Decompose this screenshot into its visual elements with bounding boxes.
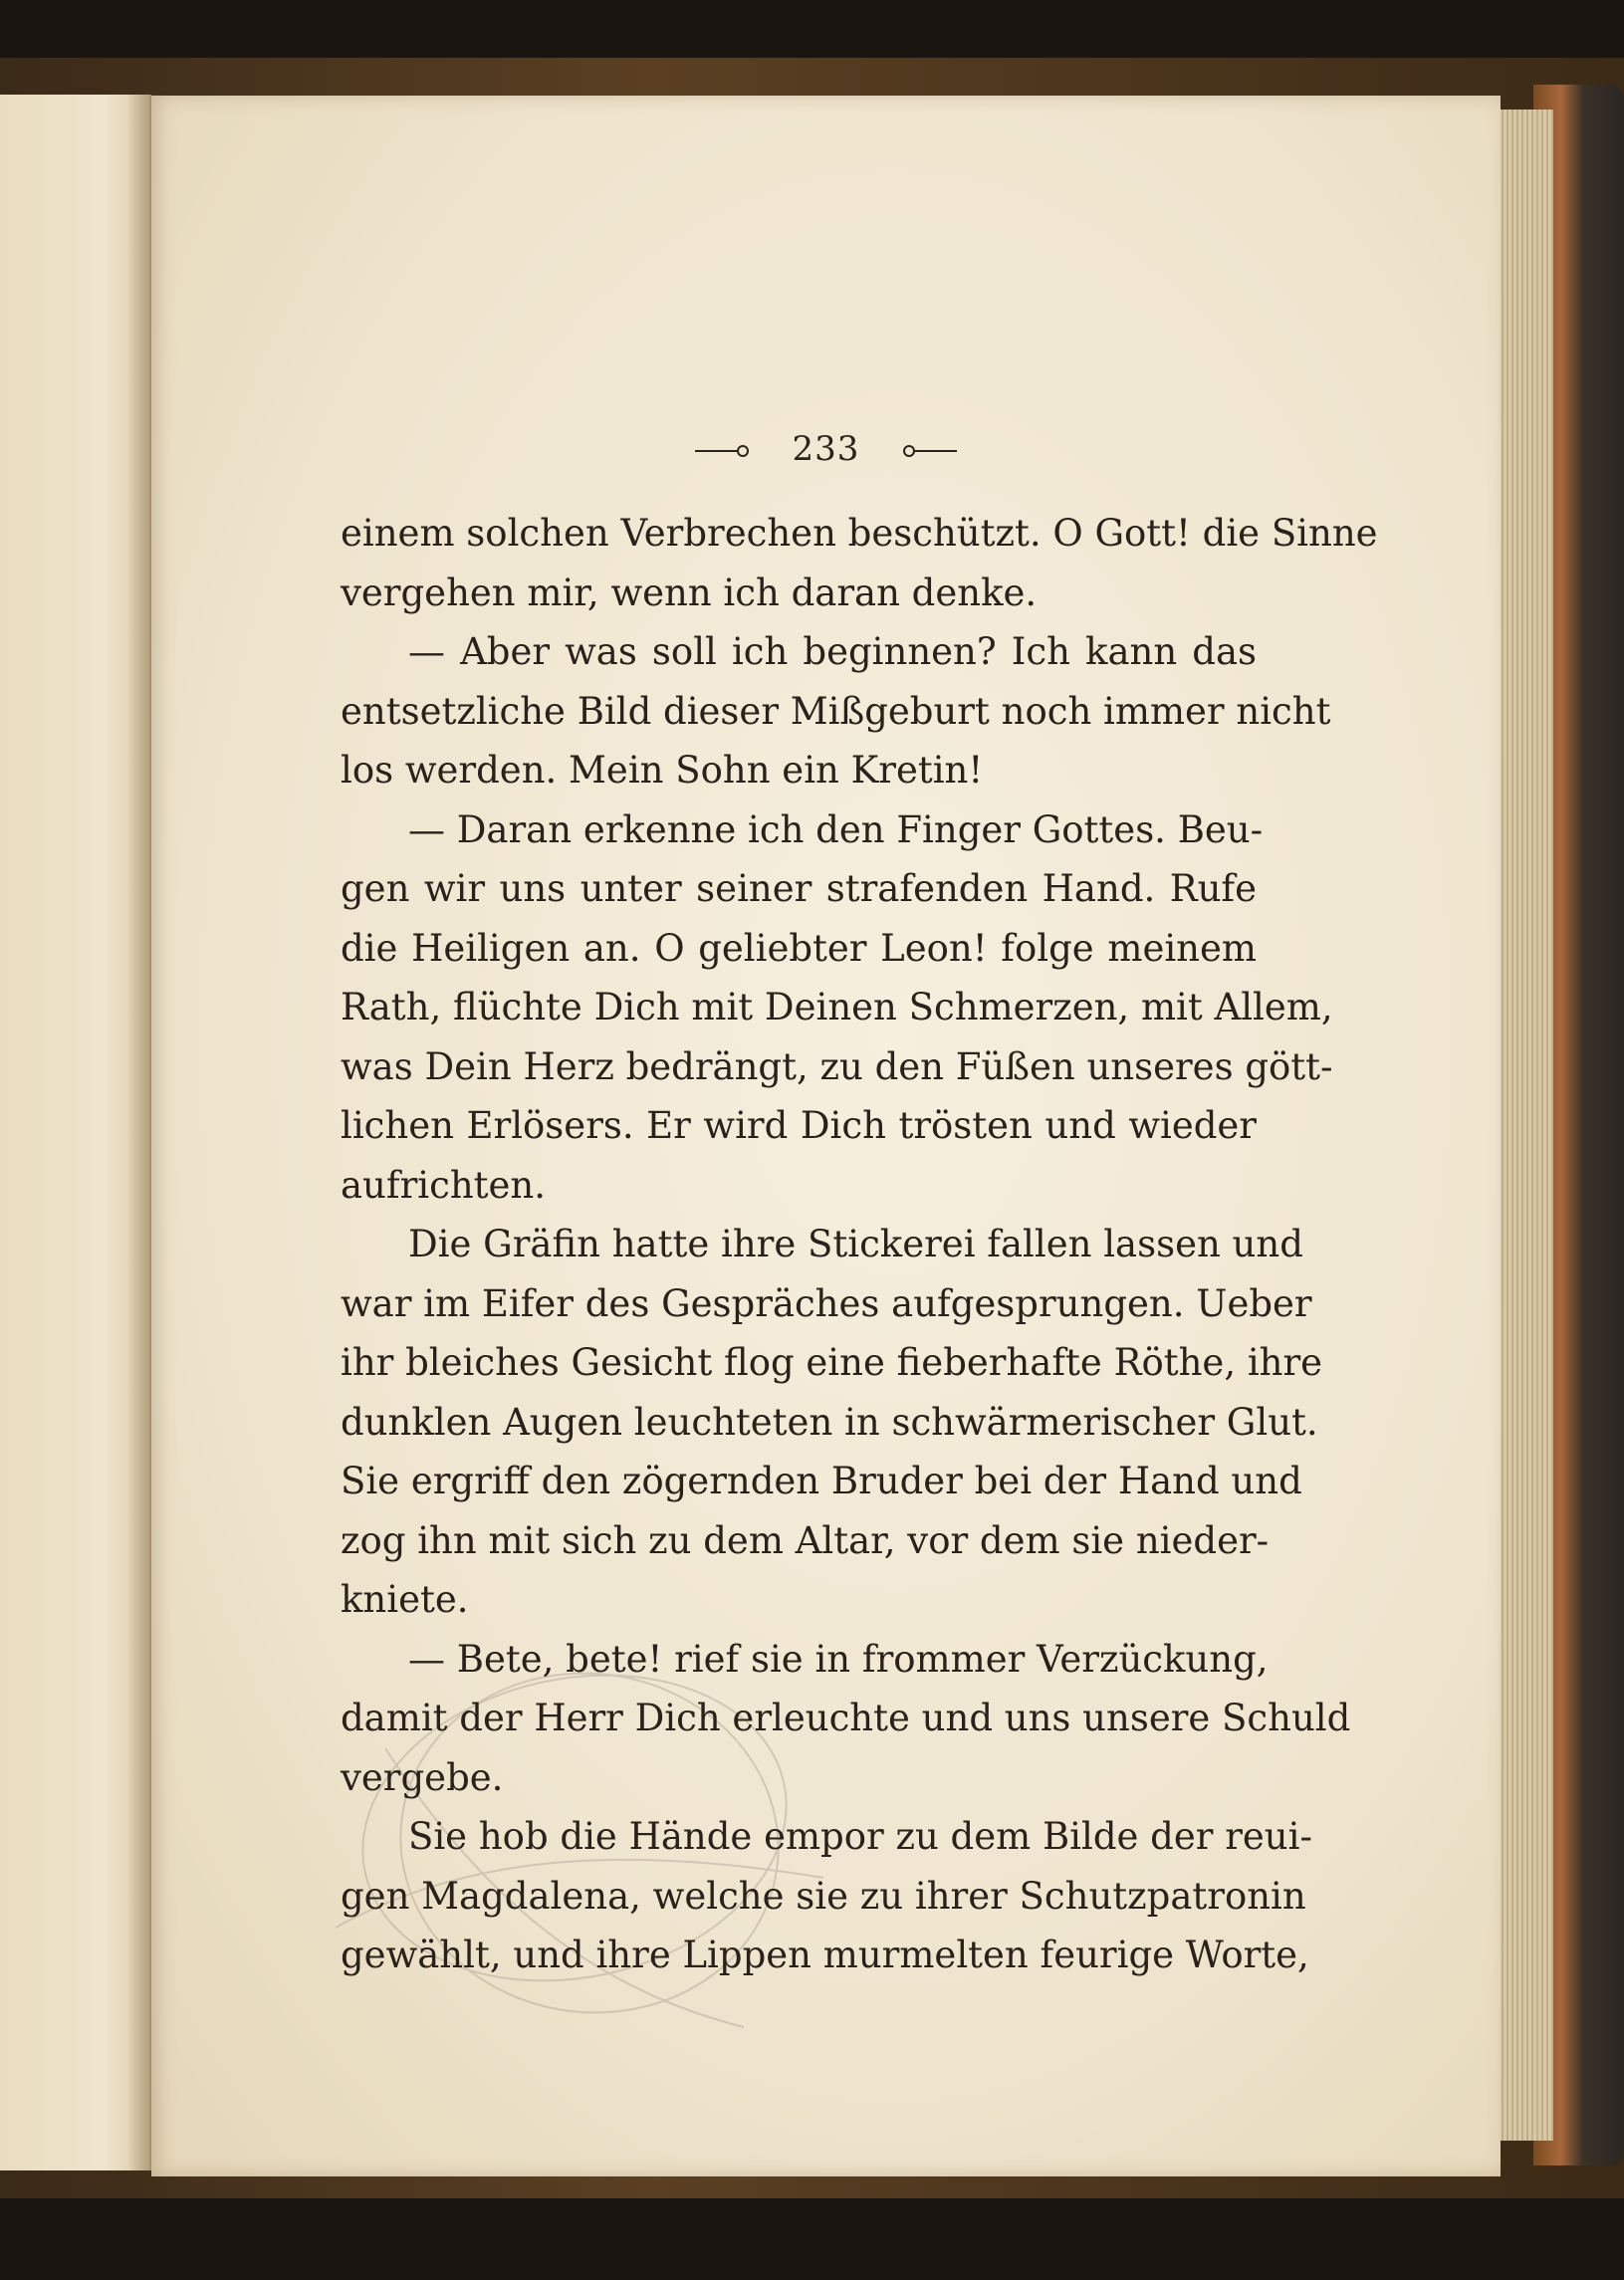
text-line: — Bete, bete! rief sie in frommer Verzückung, xyxy=(408,1637,1269,1681)
text-line: vergehen mir, wenn ich daran denke. xyxy=(341,570,1038,614)
text-line: Rath, flüchte Dich mit Deinen Schmerzen, mit Allem, xyxy=(341,986,1333,1028)
text-line: Sie ergriff den zögernden Bruder bei der Hand und xyxy=(341,1460,1302,1502)
text-line: damit der Herr Dich erleuchte und uns unsere Schuld xyxy=(341,1697,1351,1739)
book-page xyxy=(151,96,1501,2176)
text-line: die Heiligen an. O geliebter Leon! folge meinem xyxy=(341,926,1257,970)
text-line: — Daran erkenne ich den Finger Gottes. Beu- xyxy=(408,807,1264,851)
text-line: — Aber was soll ich beginnen? Ich kann das xyxy=(408,630,1257,673)
text-line: gewählt, und ihre Lippen murmelten feurige Worte, xyxy=(341,1934,1309,1976)
text-line: was Dein Herz bedrängt, zu den Füßen unseres gött- xyxy=(341,1044,1333,1088)
text-line: dunklen Augen leuchteten in schwärmerischer Glut. xyxy=(341,1400,1318,1444)
text-line: los werden. Mein Sohn ein Kretin! xyxy=(341,749,984,792)
body-text xyxy=(341,504,1378,1985)
text-line: lichen Erlösers. Er wird Dich trösten und wieder xyxy=(341,1104,1257,1147)
page-header xyxy=(151,429,1501,469)
text-line: entsetzliche Bild dieser Mißgeburt noch immer nicht xyxy=(341,689,1331,733)
page-stack-edges xyxy=(1494,110,1553,2141)
text-line: vergebe. xyxy=(341,1755,504,1799)
text-line: gen wir uns unter seiner strafenden Hand. Rufe xyxy=(341,867,1257,910)
text-line: aufrichten. xyxy=(341,1163,547,1207)
page-number: 233 xyxy=(792,429,860,469)
text-line: war im Eifer des Gespräches aufgesprungen. Ueber xyxy=(341,1281,1312,1325)
text-line: zog ihn mit sich zu dem Altar, vor dem sie nieder- xyxy=(341,1518,1270,1562)
text-line: kniete. xyxy=(341,1578,469,1621)
text-line: Die Gräfin hatte ihre Stickerei fallen lassen und xyxy=(408,1223,1303,1265)
text-line: ihr bleiches Gesicht flog eine fieberhafte Röthe, ihre xyxy=(341,1341,1323,1384)
ornament-right-icon xyxy=(899,444,959,458)
text-line: einem solchen Verbrechen beschützt. O Gott! die Sinne xyxy=(341,512,1378,555)
ornament-left-icon xyxy=(693,444,753,458)
text-line: gen Magdalena, welche sie zu ihrer Schutzpatronin xyxy=(341,1874,1306,1918)
text-line: Sie hob die Hände empor zu dem Bilde der reui- xyxy=(408,1815,1312,1858)
